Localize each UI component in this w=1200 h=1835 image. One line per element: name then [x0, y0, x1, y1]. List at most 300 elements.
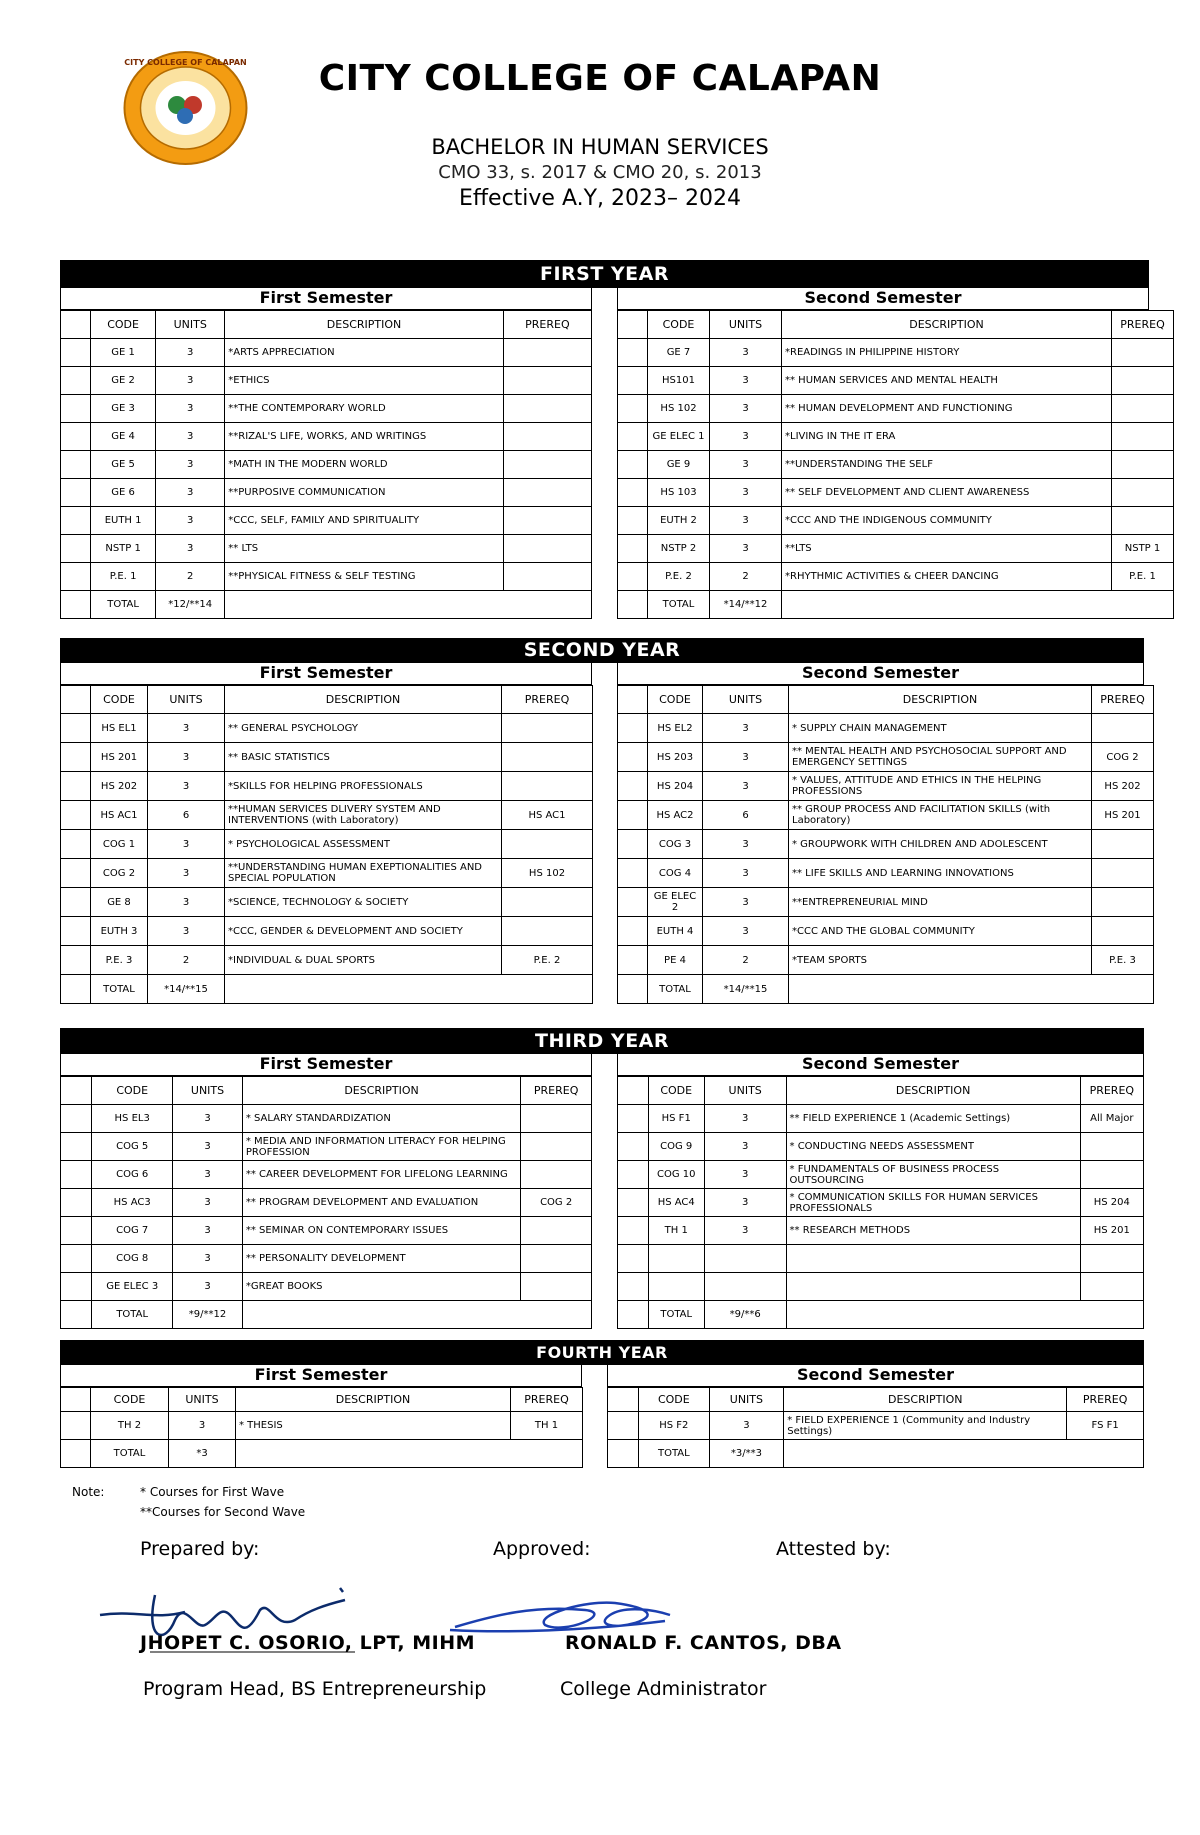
- blank-cell: [61, 686, 91, 714]
- table-row: [618, 830, 1154, 859]
- blank-cell: [618, 1133, 649, 1161]
- course-units: 6: [703, 801, 789, 830]
- course-desc: *LIVING IN THE IT ERA: [782, 423, 1112, 451]
- blank-cell: [61, 1161, 92, 1189]
- course-units: 3: [156, 507, 225, 535]
- course-table: [60, 685, 593, 1004]
- course-prereq: [503, 563, 591, 591]
- column-header-row: [61, 1077, 592, 1105]
- course-code: GE 6: [91, 479, 156, 507]
- course-table: [617, 1076, 1144, 1329]
- blank-cell: [61, 1133, 92, 1161]
- blank-cell: [786, 1301, 1143, 1329]
- column-header-description: DESCRIPTION: [242, 1077, 520, 1105]
- column-header-row: [618, 1077, 1144, 1105]
- course-code: COG 4: [648, 859, 703, 888]
- course-code: GE 8: [91, 888, 148, 917]
- blank-cell: [61, 423, 91, 451]
- blank-cell: [61, 591, 91, 619]
- course-code: HS F2: [639, 1412, 709, 1440]
- blank-cell: [618, 1301, 649, 1329]
- column-header-description: DESCRIPTION: [784, 1388, 1067, 1412]
- course-units: 3: [710, 451, 782, 479]
- table-row: [61, 946, 593, 975]
- table-row: [61, 1105, 592, 1133]
- total-row: [618, 591, 1174, 619]
- blank-cell: [618, 339, 648, 367]
- column-header-row: [618, 686, 1154, 714]
- blank-cell: [61, 772, 91, 801]
- table-row: [618, 451, 1174, 479]
- course-prereq: [521, 1245, 592, 1273]
- blank-cell: [618, 1105, 649, 1133]
- semester-first: [60, 1054, 592, 1329]
- course-desc: ** PERSONALITY DEVELOPMENT: [242, 1245, 520, 1273]
- course-units: 3: [173, 1105, 243, 1133]
- course-code: HS F1: [648, 1105, 704, 1133]
- semester-second: [617, 663, 1144, 1004]
- blank-cell: [61, 1245, 92, 1273]
- course-units: 3: [148, 917, 225, 946]
- course-desc: [786, 1273, 1080, 1301]
- course-prereq: [502, 830, 593, 859]
- course-prereq: HS 204: [1080, 1189, 1143, 1217]
- table-row: [61, 423, 592, 451]
- blank-cell: [61, 714, 91, 743]
- total-row: [61, 591, 592, 619]
- column-header-row: [61, 311, 592, 339]
- course-code: NSTP 1: [91, 535, 156, 563]
- course-units: 2: [710, 563, 782, 591]
- prepared-label: Prepared by:: [140, 1538, 260, 1560]
- course-desc: ** HUMAN DEVELOPMENT AND FUNCTIONING: [782, 395, 1112, 423]
- course-prereq: All Major: [1080, 1105, 1143, 1133]
- course-prereq: HS AC1: [502, 801, 593, 830]
- course-units: 3: [156, 423, 225, 451]
- column-header-code: CODE: [648, 686, 703, 714]
- svg-text:CITY COLLEGE OF CALAPAN: CITY COLLEGE OF CALAPAN: [124, 58, 247, 67]
- course-prereq: [1092, 859, 1154, 888]
- table-row: [618, 1105, 1144, 1133]
- course-code: HS 203: [648, 743, 703, 772]
- column-header-units: UNITS: [709, 1388, 784, 1412]
- course-code: COG 6: [92, 1161, 173, 1189]
- column-header-prereq: PREREQ: [1080, 1077, 1143, 1105]
- course-units: 3: [704, 1217, 786, 1245]
- column-header-row: [61, 1388, 583, 1412]
- table-row: [618, 1245, 1144, 1273]
- course-desc: **THE CONTEMPORARY WORLD: [225, 395, 504, 423]
- course-code: COG 2: [91, 859, 148, 888]
- course-prereq: [503, 367, 591, 395]
- semester-second: [617, 1054, 1144, 1329]
- course-prereq: [521, 1161, 592, 1189]
- column-header-prereq: PREREQ: [502, 686, 593, 714]
- blank-cell: [61, 917, 91, 946]
- blank-cell: [608, 1440, 639, 1468]
- course-code: COG 10: [648, 1161, 704, 1189]
- course-table: [617, 685, 1154, 1004]
- blank-cell: [618, 1077, 649, 1105]
- blank-cell: [618, 1273, 649, 1301]
- course-units: 2: [703, 946, 789, 975]
- blank-cell: [225, 591, 592, 619]
- course-prereq: TH 1: [511, 1412, 583, 1440]
- blank-cell: [61, 311, 91, 339]
- course-units: 6: [148, 801, 225, 830]
- course-units: 3: [173, 1217, 243, 1245]
- blank-cell: [61, 888, 91, 917]
- semester-heading: First Semester: [60, 1054, 592, 1076]
- total-units: *14/**15: [148, 975, 225, 1004]
- column-header-code: CODE: [648, 311, 710, 339]
- course-code: HS EL3: [92, 1105, 173, 1133]
- course-prereq: HS 201: [1080, 1217, 1143, 1245]
- blank-cell: [61, 1273, 92, 1301]
- blank-cell: [61, 1077, 92, 1105]
- blank-cell: [782, 591, 1174, 619]
- course-code: GE ELEC 1: [648, 423, 710, 451]
- course-desc: [786, 1245, 1080, 1273]
- note-first-wave: * Courses for First Wave: [140, 1485, 285, 1499]
- column-header-code: CODE: [639, 1388, 709, 1412]
- blank-cell: [61, 830, 91, 859]
- total-row: [618, 975, 1154, 1004]
- blank-cell: [618, 917, 648, 946]
- total-units: *3/**3: [709, 1440, 784, 1468]
- table-row: [61, 1412, 583, 1440]
- course-units: 3: [173, 1133, 243, 1161]
- course-code: EUTH 2: [648, 507, 710, 535]
- column-header-units: UNITS: [148, 686, 225, 714]
- column-header-code: CODE: [92, 1077, 173, 1105]
- table-row: [618, 1189, 1144, 1217]
- course-code: COG 1: [91, 830, 148, 859]
- column-header-description: DESCRIPTION: [789, 686, 1092, 714]
- total-label: TOTAL: [648, 591, 710, 619]
- blank-cell: [618, 830, 648, 859]
- course-desc: ** CAREER DEVELOPMENT FOR LIFELONG LEARNING: [242, 1161, 520, 1189]
- course-code: P.E. 1: [91, 563, 156, 591]
- course-prereq: HS 201: [1092, 801, 1154, 830]
- course-units: 3: [703, 917, 789, 946]
- course-code: HS101: [648, 367, 710, 395]
- course-code: COG 7: [92, 1217, 173, 1245]
- table-row: [618, 917, 1154, 946]
- course-code: HS AC1: [91, 801, 148, 830]
- course-desc: **RIZAL'S LIFE, WORKS, AND WRITINGS: [225, 423, 504, 451]
- course-prereq: P.E. 3: [1092, 946, 1154, 975]
- course-code: NSTP 2: [648, 535, 710, 563]
- blank-cell: [618, 395, 648, 423]
- table-row: [618, 339, 1174, 367]
- course-prereq: FS F1: [1067, 1412, 1144, 1440]
- year-title-bar: THIRD YEAR: [60, 1028, 1144, 1054]
- course-prereq: [502, 743, 593, 772]
- column-header-description: DESCRIPTION: [782, 311, 1112, 339]
- table-row: [61, 714, 593, 743]
- course-desc: **UNDERSTANDING THE SELF: [782, 451, 1112, 479]
- table-row: [61, 535, 592, 563]
- semester-heading: First Semester: [60, 288, 592, 310]
- semester-heading: Second Semester: [617, 1054, 1144, 1076]
- course-code: GE ELEC 3: [92, 1273, 173, 1301]
- total-units: *9/**12: [173, 1301, 243, 1329]
- course-code: HS 103: [648, 479, 710, 507]
- course-desc: * MEDIA AND INFORMATION LITERACY FOR HELPING PROFESSION: [242, 1133, 520, 1161]
- course-code: [648, 1245, 704, 1273]
- course-desc: ** SELF DEVELOPMENT AND CLIENT AWARENESS: [782, 479, 1112, 507]
- course-units: 3: [709, 1412, 784, 1440]
- course-units: 3: [173, 1189, 243, 1217]
- table-row: [61, 563, 592, 591]
- semester-first: [60, 1365, 582, 1468]
- course-prereq: [521, 1133, 592, 1161]
- total-label: TOTAL: [639, 1440, 709, 1468]
- course-desc: ** PROGRAM DEVELOPMENT AND EVALUATION: [242, 1189, 520, 1217]
- course-units: 3: [703, 859, 789, 888]
- course-desc: * SUPPLY CHAIN MANAGEMENT: [789, 714, 1092, 743]
- course-desc: ** RESEARCH METHODS: [786, 1217, 1080, 1245]
- course-prereq: [1080, 1133, 1143, 1161]
- course-desc: ** LTS: [225, 535, 504, 563]
- column-header-row: [618, 311, 1174, 339]
- blank-cell: [61, 507, 91, 535]
- course-desc: ** FIELD EXPERIENCE 1 (Academic Settings): [786, 1105, 1080, 1133]
- course-desc: *RHYTHMIC ACTIVITIES & CHEER DANCING: [782, 563, 1112, 591]
- semester-heading: First Semester: [60, 1365, 582, 1387]
- course-units: 3: [710, 423, 782, 451]
- blank-cell: [61, 743, 91, 772]
- column-header-code: CODE: [91, 311, 156, 339]
- course-table: [607, 1387, 1144, 1468]
- course-code: HS EL2: [648, 714, 703, 743]
- semester-heading: Second Semester: [617, 663, 1144, 685]
- course-prereq: COG 2: [1092, 743, 1154, 772]
- course-code: [648, 1273, 704, 1301]
- course-desc: **PURPOSIVE COMMUNICATION: [225, 479, 504, 507]
- course-desc: **HUMAN SERVICES DLIVERY SYSTEM AND INTERVENTIONS (with Laboratory): [225, 801, 502, 830]
- course-desc: **UNDERSTANDING HUMAN EXEPTIONALITIES AND SPECIAL POPULATION: [225, 859, 502, 888]
- course-desc: **LTS: [782, 535, 1112, 563]
- course-desc: * CONDUCTING NEEDS ASSESSMENT: [786, 1133, 1080, 1161]
- blank-cell: [618, 686, 648, 714]
- course-code: GE 9: [648, 451, 710, 479]
- course-desc: ** HUMAN SERVICES AND MENTAL HEALTH: [782, 367, 1112, 395]
- semester-heading: First Semester: [60, 663, 592, 685]
- table-row: [618, 423, 1174, 451]
- total-row: [61, 1301, 592, 1329]
- course-units: 3: [710, 507, 782, 535]
- column-header-row: [61, 686, 593, 714]
- blank-cell: [618, 859, 648, 888]
- course-prereq: NSTP 1: [1112, 535, 1174, 563]
- blank-cell: [61, 859, 91, 888]
- column-header-prereq: PREREQ: [1092, 686, 1154, 714]
- column-header-prereq: PREREQ: [511, 1388, 583, 1412]
- blank-cell: [618, 975, 648, 1004]
- column-header-units: UNITS: [710, 311, 782, 339]
- course-code: COG 9: [648, 1133, 704, 1161]
- table-row: [618, 1273, 1144, 1301]
- course-units: 3: [148, 714, 225, 743]
- course-prereq: [503, 479, 591, 507]
- year-title-bar: FIRST YEAR: [60, 260, 1149, 288]
- blank-cell: [618, 479, 648, 507]
- table-row: [61, 1189, 592, 1217]
- course-code: EUTH 1: [91, 507, 156, 535]
- course-prereq: [503, 423, 591, 451]
- course-prereq: [1080, 1161, 1143, 1189]
- course-code: GE 3: [91, 395, 156, 423]
- course-desc: ** LIFE SKILLS AND LEARNING INNOVATIONS: [789, 859, 1092, 888]
- course-desc: ** GENERAL PSYCHOLOGY: [225, 714, 502, 743]
- course-prereq: [503, 395, 591, 423]
- course-units: 3: [156, 395, 225, 423]
- blank-cell: [608, 1412, 639, 1440]
- course-code: HS 102: [648, 395, 710, 423]
- table-row: [618, 859, 1154, 888]
- course-prereq: [503, 507, 591, 535]
- course-code: GE 5: [91, 451, 156, 479]
- course-prereq: [503, 451, 591, 479]
- course-units: [704, 1245, 786, 1273]
- course-units: 3: [148, 772, 225, 801]
- total-label: TOTAL: [91, 1440, 169, 1468]
- blank-cell: [61, 395, 91, 423]
- blank-cell: [242, 1301, 591, 1329]
- table-row: [61, 859, 593, 888]
- blank-cell: [61, 339, 91, 367]
- cmo-reference: CMO 33, s. 2017 & CMO 20, s. 2013: [438, 162, 762, 183]
- blank-cell: [618, 563, 648, 591]
- total-label: TOTAL: [92, 1301, 173, 1329]
- blank-cell: [618, 311, 648, 339]
- preparer-role: Program Head, BS Entrepreneurship: [143, 1678, 487, 1700]
- course-table: [60, 1076, 592, 1329]
- table-row: [61, 772, 593, 801]
- blank-cell: [618, 714, 648, 743]
- course-desc: *SCIENCE, TECHNOLOGY & SOCIETY: [225, 888, 502, 917]
- course-prereq: [502, 772, 593, 801]
- blank-cell: [618, 772, 648, 801]
- course-desc: ** SEMINAR ON CONTEMPORARY ISSUES: [242, 1217, 520, 1245]
- course-code: COG 8: [92, 1245, 173, 1273]
- blank-cell: [608, 1388, 639, 1412]
- course-units: 3: [710, 395, 782, 423]
- blank-cell: [618, 888, 648, 917]
- total-units: *14/**12: [710, 591, 782, 619]
- total-label: TOTAL: [91, 591, 156, 619]
- course-code: HS 201: [91, 743, 148, 772]
- effective-year: Effective A.Y, 2023– 2024: [458, 186, 742, 211]
- table-row: [61, 479, 592, 507]
- table-row: [61, 1273, 592, 1301]
- table-row: [618, 946, 1154, 975]
- column-header-prereq: PREREQ: [1112, 311, 1174, 339]
- blank-cell: [784, 1440, 1144, 1468]
- table-row: [61, 1245, 592, 1273]
- blank-cell: [618, 367, 648, 395]
- course-prereq: [1092, 917, 1154, 946]
- table-row: [61, 917, 593, 946]
- table-row: [618, 888, 1154, 917]
- course-prereq: [502, 917, 593, 946]
- course-code: GE 2: [91, 367, 156, 395]
- table-row: [61, 367, 592, 395]
- column-header-units: UNITS: [704, 1077, 786, 1105]
- course-code: HS 202: [91, 772, 148, 801]
- course-prereq: [1112, 367, 1174, 395]
- total-label: TOTAL: [648, 975, 703, 1004]
- table-row: [618, 479, 1174, 507]
- course-units: 3: [173, 1273, 243, 1301]
- total-units: *14/**15: [703, 975, 789, 1004]
- blank-cell: [618, 591, 648, 619]
- blank-cell: [61, 1412, 91, 1440]
- blank-cell: [618, 451, 648, 479]
- course-desc: *SKILLS FOR HELPING PROFESSIONALS: [225, 772, 502, 801]
- semester-second: [607, 1365, 1144, 1468]
- course-desc: **ENTREPRENEURIAL MIND: [789, 888, 1092, 917]
- course-desc: *GREAT BOOKS: [242, 1273, 520, 1301]
- total-row: [608, 1440, 1144, 1468]
- course-desc: * SALARY STANDARDIZATION: [242, 1105, 520, 1133]
- course-prereq: [1092, 714, 1154, 743]
- course-units: 3: [173, 1245, 243, 1273]
- course-code: COG 5: [92, 1133, 173, 1161]
- blank-cell: [618, 1245, 649, 1273]
- course-code: HS 204: [648, 772, 703, 801]
- course-desc: * GROUPWORK WITH CHILDREN AND ADOLESCENT: [789, 830, 1092, 859]
- course-code: EUTH 4: [648, 917, 703, 946]
- course-prereq: [1112, 395, 1174, 423]
- column-header-description: DESCRIPTION: [786, 1077, 1080, 1105]
- column-header-code: CODE: [648, 1077, 704, 1105]
- course-units: 3: [703, 772, 789, 801]
- college-title: CITY COLLEGE OF CALAPAN: [318, 58, 882, 99]
- course-prereq: [1112, 507, 1174, 535]
- blank-cell: [61, 451, 91, 479]
- semester-first: [60, 288, 592, 619]
- blank-cell: [618, 946, 648, 975]
- blank-cell: [61, 535, 91, 563]
- semester-first: [60, 663, 592, 1004]
- table-row: [618, 801, 1154, 830]
- total-units: *12/**14: [156, 591, 225, 619]
- year-title-bar: FOURTH YEAR: [60, 1340, 1144, 1365]
- approver-name: RONALD F. CANTOS, DBA: [565, 1632, 842, 1654]
- course-code: COG 3: [648, 830, 703, 859]
- course-units: 3: [148, 830, 225, 859]
- course-units: 3: [148, 743, 225, 772]
- table-row: [61, 830, 593, 859]
- course-desc: *CCC, SELF, FAMILY AND SPIRITUALITY: [225, 507, 504, 535]
- course-desc: *CCC, GENDER & DEVELOPMENT AND SOCIETY: [225, 917, 502, 946]
- course-desc: ** MENTAL HEALTH AND PSYCHOSOCIAL SUPPORT AND EMERGENCY SETTINGS: [789, 743, 1092, 772]
- course-prereq: [1092, 830, 1154, 859]
- course-units: 2: [156, 563, 225, 591]
- table-row: [61, 451, 592, 479]
- course-units: 3: [169, 1412, 236, 1440]
- blank-cell: [61, 1388, 91, 1412]
- course-prereq: [503, 535, 591, 563]
- blank-cell: [61, 563, 91, 591]
- blank-cell: [61, 1440, 91, 1468]
- note-label: Note:: [72, 1485, 105, 1499]
- course-desc: * THESIS: [236, 1412, 511, 1440]
- blank-cell: [618, 1161, 649, 1189]
